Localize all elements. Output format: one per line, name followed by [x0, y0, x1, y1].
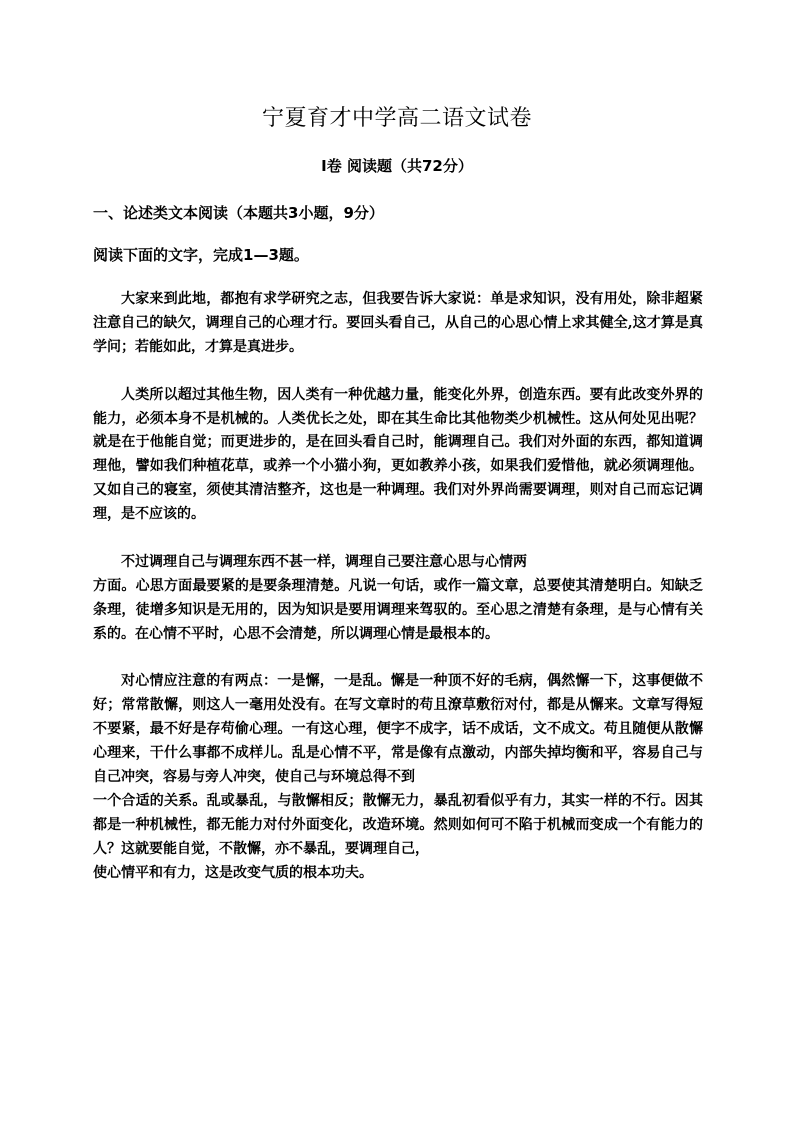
passage-paragraph: 人类所以超过其他生物，因人类有一种优越力量，能变化外界，创造东西。要有此改变外界的能力，必须本身不是机械的。人类优长之处，即在其生命比其他物类少机械性。这从何处见出呢？就是在于他能自觉；而更进步的，是在回头看自己时，能调理自己。我们对外面的东西，都知道调理他，譬如我们种植花草，或养一个小猫小狗，更如教养小孩，如果我们爱惜他，就必须调理他。又如自己的寝室，须使其清洁整齐，这也是一种调理。我们对外界尚需要调理，则对自己而忘记调理，是不应该的。: [93, 386, 703, 523]
passage-paragraph: 不过调理自己与调理东西不甚一样，调理自己要注意心思与心情两: [121, 553, 527, 570]
passage-paragraph: 大家来到此地，都抱有求学研究之志，但我要告诉大家说：单是求知识，没有用处，除非超紧注意自己的缺欠，调理自己的心理才行。要回头看自己，从自己的心思心情上求其健全,这才算是真学问；若能如此，才算是真进步。: [93, 291, 703, 355]
passage-paragraph: 对心情应注意的有两点：一是懈，一是乱。懈是一种顶不好的毛病，偶然懈一下，这事便做不好；常常散懈，则这人一毫用处没有。在写文章时的苟且潦草敷衍对付，都是从懈来。文章写得短不要紧，最不好是存苟偷心理。一有这心理，便字不成字，话不成话，文不成文。苟且随便从散懈心理来，干什么事都不成样儿。乱是心情不平，常是像有点激动，内部失掉均衡和平，容易自己与自己冲突，容易与旁人冲突，使自己与环境总得不到: [93, 673, 703, 786]
part-heading: I卷 阅读题（共72分）: [321, 157, 473, 175]
reading-instruction: 阅读下面的文字，完成1—3题。: [93, 246, 309, 264]
passage-paragraph: 一个合适的关系。乱或暴乱，与散懈相反；散懈无力，暴乱初看似乎有力，其实一样的不行。因其都是一种机械性，都无能力对付外面变化，改造环境。然则如何可不陷于机械而变成一个有能力的人？这就要能自觉，不散懈，亦不暴乱，要调理自己，: [93, 792, 703, 857]
page-title: 宁夏育才中学高二语文试卷: [261, 106, 532, 131]
passage-paragraph: 使心情平和有力，这是改变气质的根本功夫。: [93, 864, 373, 881]
reading-passage: [93, 288, 703, 886]
passage-paragraph: 方面。心思方面最要紧的是要条理清楚。凡说一句话，或作一篇文章，总要使其清楚明白。知缺乏条理，徒增多知识是无用的，因为知识是要用调理来驾驭的。至心思之清楚有条理，是与心情有关系的。在心情不平时，心思不会清楚，所以调理心情是最根本的。: [93, 577, 703, 642]
section-heading: 一、论述类文本阅读（本题共3小题，9分）: [93, 204, 384, 222]
